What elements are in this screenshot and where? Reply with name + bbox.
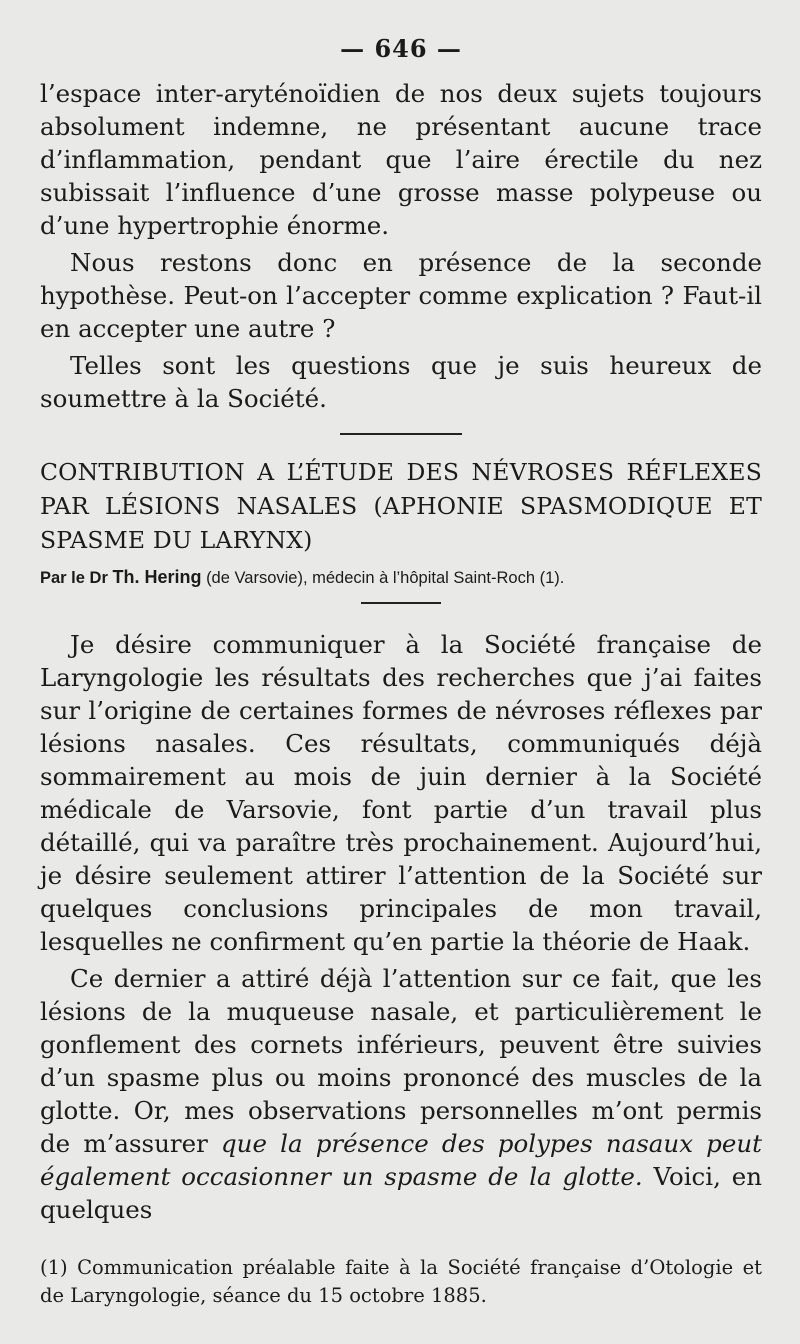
article-byline [40,567,762,588]
paragraph-continuation: l’espace inter-aryténoïdien de nos deux sujets toujours absolument indemne, ne présentant aucune trace d’inflammation, pendant que l’aire érectile du nez subissait l’influence d’une grosse masse polypeuse ou d’une hypertrophie énorme. [40,79,762,240]
section-divider [340,433,462,435]
page-number: — 646 — [340,34,462,63]
paragraph-questions: Telles sont les questions que je suis heureux de soumettre à la Société. [40,351,762,413]
title-divider [361,602,441,604]
footnote: (1) Communication préalable faite à la Société française d’Otologie et de Laryngologie, séance du 15 octobre 1885. [40,1256,762,1307]
paragraph-haak-tail: Voici, en quelques [40,1162,762,1224]
paragraph-haak [40,962,762,1226]
article-title: CONTRIBUTION A L’ÉTUDE DES NÉVROSES RÉFLEXES PAR LÉSIONS NASALES (APHONIE SPASMODIQUE ET SPASME DU LARYNX) [40,458,762,554]
paragraph-hypothesis: Nous restons donc en présence de la seconde hypothèse. Peut-on l’accepter comme explication ? Faut-il en accepter une autre ? [40,248,762,343]
paragraph-haak-italic: que la présence des polypes nasaux peut également occasionner un spasme de la glotte. [40,1129,762,1191]
byline-prefix: Par le Dr [40,569,108,587]
byline-affiliation: (de Varsovie), médecin à l’hôpital Saint-Roch (1). [206,569,565,587]
paragraph-intro: Je désire communiquer à la Société française de Laryngologie les résultats des recherches que j’ai faites sur l’origine de certaines formes de névroses réflexes par lésions nasales. Ces résultats, communiqués déjà sommairement au mois de juin dernier à la Société médicale de Varsovie, font partie d’un travail plus détaillé, qui va paraître très prochainement. Aujourd’hui, je désire seulement attirer l’attention de la Société sur quelques conclusions principales de mon travail, lesquelles ne confirment qu’en partie la théorie de Haak. [40,630,762,956]
paragraph-haak-text: Ce dernier a attiré déjà l’attention sur ce fait, que les lésions de la muqueuse nasale, et particulièrement le gonflement des cornets inférieurs, peuvent être suivies d’un spasme plus ou moins prononcé des muscles de la glotte. Or, mes observations personnelles m’ont permis de m’assurer [40,964,762,1158]
byline-author: Th. Hering [112,567,202,587]
